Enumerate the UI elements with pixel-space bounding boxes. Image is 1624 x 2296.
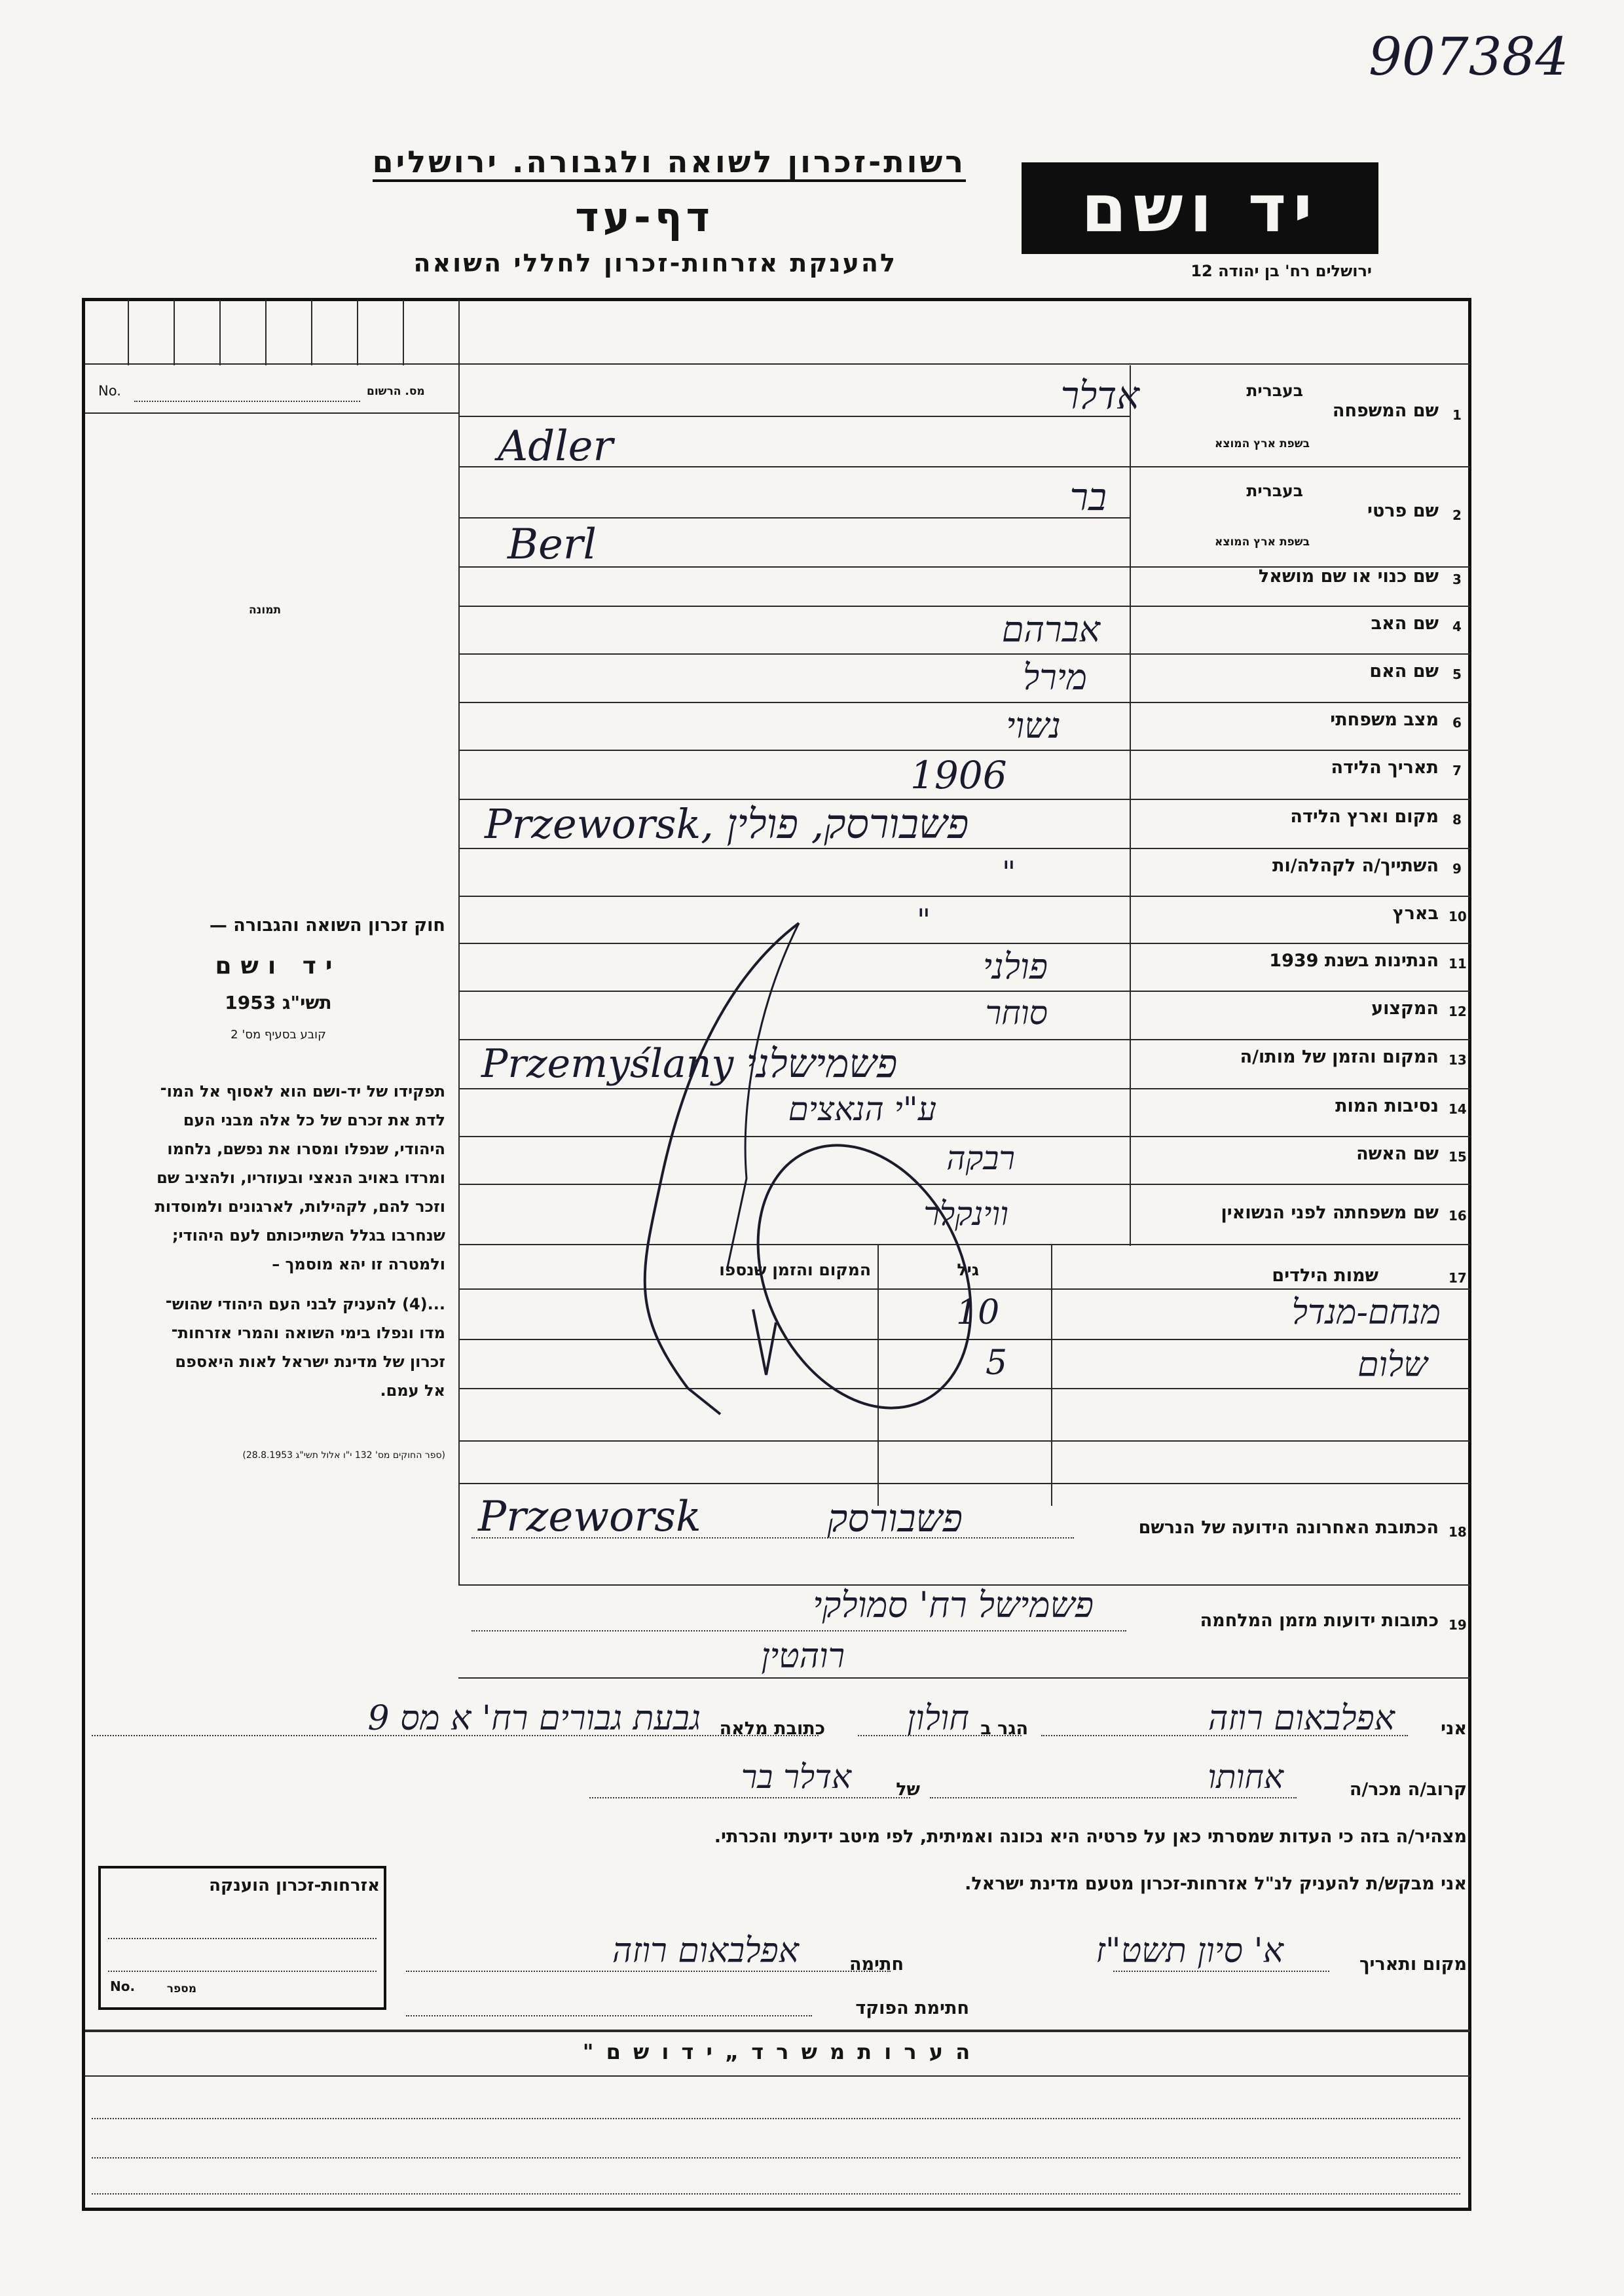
field-7-num: 7 bbox=[1452, 763, 1462, 778]
field-6-label: מצב משפחתי bbox=[1330, 710, 1439, 730]
cross-out-stroke bbox=[589, 903, 1048, 1440]
field-10-value[interactable]: " bbox=[917, 902, 931, 938]
field-5-value[interactable]: מירל bbox=[1023, 657, 1087, 698]
field-1-num: 1 bbox=[1452, 407, 1462, 423]
field-9-value[interactable]: " bbox=[1002, 854, 1016, 890]
field-14-label: נסיבות המות bbox=[1335, 1096, 1439, 1116]
remarks-line-3[interactable] bbox=[92, 2193, 1460, 2195]
field-3-label: שם כנוי או שם מושאל bbox=[1258, 566, 1439, 587]
decl-city[interactable]: חולון bbox=[907, 1699, 969, 1738]
logo-text: יד ושם bbox=[1081, 170, 1319, 247]
field-12-num: 12 bbox=[1449, 1004, 1467, 1019]
field-2-label: שם פרטי bbox=[1367, 501, 1439, 521]
field-4-num: 4 bbox=[1452, 619, 1462, 634]
decl-signature[interactable]: אפלבאום רוזה bbox=[612, 1931, 799, 1971]
registration-no-label: No. bbox=[98, 383, 121, 399]
field-2-value-hebrew[interactable]: בר bbox=[1069, 475, 1107, 519]
law-para-2: ...(4) להעניק לבני העם היהודי שהוש־ מדו ונפלו בימי השואה והמרי אזרחות־ זכרון של מדינת ישראל לאות היאספם אל עמם. bbox=[165, 1295, 445, 1400]
field-16-label: שם משפחתה לפני הנשואין bbox=[1221, 1203, 1439, 1223]
decl-address-label: כתובת מלאה bbox=[719, 1719, 825, 1739]
remarks-line-2[interactable] bbox=[92, 2157, 1460, 2159]
registration-label: מס. הרשום bbox=[367, 385, 425, 398]
field-13-value[interactable]: Przemyślany פשמישלני bbox=[481, 1041, 898, 1087]
law-footnote: (ספר החוקים מס' 132 י"ו אלול תשי"ג 28.8.1953) bbox=[242, 1450, 445, 1461]
field-3-num: 3 bbox=[1452, 572, 1462, 587]
decl-relation[interactable]: אחותו bbox=[1208, 1758, 1283, 1796]
field-4-value[interactable]: אברהם bbox=[1001, 609, 1100, 650]
field-18-label: הכתובת האחרונה הידועה של הנרשם bbox=[1138, 1518, 1439, 1538]
field-5-num: 5 bbox=[1452, 666, 1462, 682]
field-2-sub-hebrew: בעברית bbox=[1246, 481, 1303, 500]
field-4-label: שם האב bbox=[1371, 613, 1439, 634]
citizenship-number-label: מספר bbox=[166, 1982, 196, 1995]
registration-number-field[interactable] bbox=[134, 401, 360, 402]
field-11-label: הנתינות בשנת 1939 bbox=[1269, 951, 1439, 971]
decl-subject[interactable]: אדלר בר bbox=[741, 1758, 851, 1796]
field-12-label: המקצוע bbox=[1371, 998, 1439, 1019]
field-7-label: תאריך הלידה bbox=[1331, 757, 1439, 778]
field-1-value-hebrew[interactable]: אדלר bbox=[1060, 373, 1139, 418]
child-1-age[interactable]: 10 bbox=[956, 1293, 1000, 1332]
child-2-age[interactable]: 5 bbox=[986, 1343, 1008, 1383]
field-19-value[interactable]: פשמישל רח' סמולקי bbox=[813, 1584, 1094, 1626]
decl-address[interactable]: גבעת גבורים רח' א מס 9 bbox=[367, 1699, 701, 1738]
field-15-label: שם האשה bbox=[1356, 1144, 1439, 1164]
law-para-1: תפקידו של יד-ושם הוא לאסוף אל המו־ לדת את זכרם של כל אלה מבני העם היהודי, שנפלו ומסרו את נפשם, נלחמו ומרדו באויב הנאצי ובעוזריו, ולהציב שם וזכר להם, לקהילות, לארגונים ולמוסדות שנחרבו בגלל השתייכותם לעם היהודי; ולמטרה זו יהא מוסמך – bbox=[155, 1082, 445, 1273]
form-title: דף-עד bbox=[575, 193, 714, 241]
field-18-num: 18 bbox=[1449, 1524, 1467, 1540]
logo bbox=[1022, 162, 1378, 254]
field-6-num: 6 bbox=[1452, 715, 1462, 731]
field-9-label: השתייך/ה לקהלה/ות bbox=[1272, 856, 1439, 876]
field-1-sub-hebrew: בעברית bbox=[1246, 381, 1303, 400]
law-title: חוק זכרון השואה והגבורה — bbox=[209, 915, 445, 936]
field-1-value-latin[interactable]: Adler bbox=[498, 422, 614, 471]
field-12-value[interactable]: סוחר bbox=[985, 994, 1048, 1032]
field-14-value[interactable]: ע"י הנאצים bbox=[788, 1090, 936, 1128]
form-subtitle: להענקת אזרחות-זכרון לחללי השואה bbox=[413, 249, 897, 278]
remarks-line-1[interactable] bbox=[92, 2118, 1460, 2119]
field-13-label: המקום והזמן של מותו/ה bbox=[1240, 1047, 1439, 1067]
law-year: תשי"ג 1953 bbox=[225, 992, 332, 1013]
field-1-sub-origin: בשפת ארץ המוצא bbox=[1214, 437, 1310, 450]
field-6-value[interactable]: נשוי bbox=[1006, 705, 1061, 746]
field-11-value[interactable]: פולני bbox=[982, 946, 1048, 987]
law-clause: קובע בסעיף מס' 2 bbox=[231, 1028, 326, 1042]
decl-i-label: אני bbox=[1441, 1719, 1467, 1739]
field-8-value[interactable]: Przeworsk, פשבורסק, פולין bbox=[485, 800, 969, 848]
logo-address: ירושלים רח' בן יהודה 12 bbox=[1190, 262, 1372, 280]
field-10-label: בארץ bbox=[1392, 903, 1439, 924]
decl-of-label: של bbox=[896, 1779, 920, 1800]
field-13-num: 13 bbox=[1449, 1052, 1467, 1068]
field-2-sub-origin: בשפת ארץ המוצא bbox=[1214, 536, 1310, 549]
decl-relative-label: קרוב/ה מכר/ה bbox=[1349, 1779, 1467, 1800]
field-11-num: 11 bbox=[1449, 956, 1467, 972]
law-name: יד ושם bbox=[215, 953, 342, 979]
decl-official-label: חתימת הפוקד bbox=[855, 1998, 969, 2018]
field-18-value-latin[interactable]: Przeworsk bbox=[478, 1493, 701, 1541]
citizenship-title: אזרחות-זכרון הוענקה bbox=[209, 1876, 380, 1895]
field-1-label: שם המשפחה bbox=[1332, 401, 1439, 421]
children-header-place-time: המקום והזמן שנספו bbox=[719, 1260, 871, 1279]
field-19-num: 19 bbox=[1449, 1617, 1467, 1633]
decl-place-date[interactable]: א' סיון תשט"ז bbox=[1096, 1931, 1283, 1971]
decl-resides-label: הגר ב bbox=[980, 1719, 1028, 1739]
field-7-value[interactable]: 1906 bbox=[910, 753, 1007, 797]
children-header-age: גיל bbox=[957, 1260, 979, 1279]
field-10-num: 10 bbox=[1449, 909, 1467, 924]
field-8-num: 8 bbox=[1452, 812, 1462, 828]
field-2-value-latin[interactable]: Berl bbox=[507, 520, 597, 569]
field-9-num: 9 bbox=[1452, 861, 1462, 877]
field-17-num: 17 bbox=[1449, 1270, 1467, 1286]
field-8-label: מקום וארץ הלידה bbox=[1290, 807, 1439, 827]
field-16-value[interactable]: ווינקלר bbox=[923, 1195, 1008, 1233]
field-19-value-2[interactable]: רוהטין bbox=[761, 1637, 845, 1676]
field-19-label: כתובות ידועות מזמן המלחמה bbox=[1200, 1611, 1439, 1631]
photo-label: תמונה bbox=[249, 604, 282, 617]
field-2-num: 2 bbox=[1452, 507, 1462, 523]
field-18-value-hebrew[interactable]: פשבורסק bbox=[827, 1496, 963, 1540]
decl-signature-label: חתימה bbox=[849, 1954, 904, 1975]
remarks-title: ה ע ר ו ת מ ש ר ד „ י ד ו ש ם " bbox=[582, 2039, 973, 2064]
field-5-label: שם האם bbox=[1369, 661, 1439, 682]
children-header-names: שמות הילדים bbox=[1272, 1266, 1378, 1286]
field-15-num: 15 bbox=[1449, 1149, 1467, 1165]
official-signature-field[interactable] bbox=[406, 2015, 812, 2016]
archive-number: 907384 bbox=[1369, 26, 1569, 87]
child-2-name[interactable]: שלום bbox=[1357, 1345, 1428, 1385]
field-14-num: 14 bbox=[1449, 1101, 1467, 1117]
decl-statement: מצהיר/ה בזה כי העדות שמסרתי כאן על פרטיה היא נכונה ואמיתית, לפי מיטב ידיעתי והכרתי. bbox=[714, 1827, 1467, 1847]
citizenship-no-label: No. bbox=[110, 1978, 136, 1994]
decl-place-date-label: מקום ותאריך bbox=[1359, 1954, 1467, 1975]
decl-name[interactable]: אפלבאום רוזה bbox=[1208, 1699, 1395, 1738]
field-15-value[interactable]: רבקה bbox=[946, 1139, 1015, 1177]
child-1-name[interactable]: מנחם-מנדל bbox=[1291, 1293, 1441, 1332]
field-16-num: 16 bbox=[1449, 1208, 1467, 1224]
authority-title: רשות-זכרון לשואה ולגבורה. ירושלים bbox=[373, 144, 966, 182]
decl-request: אני מבקש/ת להעניק לנ"ל אזרחות-זכרון מטעם מדינת ישראל. bbox=[965, 1874, 1467, 1894]
